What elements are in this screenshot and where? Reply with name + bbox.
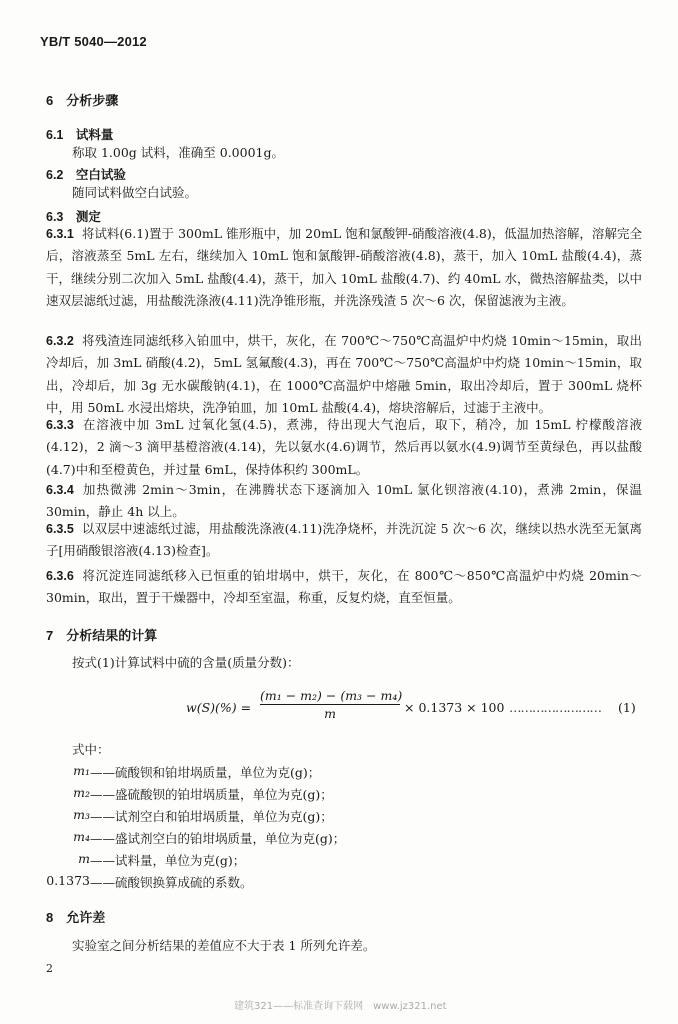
formula-numerator: (m₁ − m₂) − (m₃ − m₄): [260, 688, 403, 703]
variable-symbol: 0.1373: [46, 873, 90, 888]
formula-intro-text: 按式(1)计算试料中硫的含量(质量分数)：: [72, 655, 300, 670]
formula-denominator: m: [324, 706, 336, 721]
paragraph-6-3-2: [46, 330, 642, 420]
sulfur-content-formula: [186, 688, 646, 728]
variable-symbol: m₂: [73, 785, 90, 800]
paragraph-6-3-1: [46, 223, 642, 313]
formula-fraction: [260, 688, 403, 721]
paragraph-6-3-3: [46, 414, 642, 481]
variable-description: ——硫酸钡换算成硫的系数。: [90, 875, 253, 890]
footer-watermark: 建筑321——标准查询下载网 www.jz321.net: [234, 1001, 447, 1012]
section-6-1-text: 称取 1.00g 试料，准确至 0.0001g。: [72, 145, 284, 160]
clause-number: 6.3.1: [46, 227, 74, 241]
clause-number: 6.3.5: [46, 522, 74, 536]
variable-description: ——试料量，单位为克(g)；: [90, 853, 246, 868]
paragraph-6-3-6: [46, 565, 642, 610]
clause-number: 6.3.6: [46, 569, 74, 583]
section-8-text: 实验室之间分析结果的差值应不大于表 1 所列允许差。: [72, 938, 376, 953]
paragraph-text: 将试料(6.1)置于 300mL 锥形瓶中，加 20mL 饱和氯酸钾-硝酸溶液(4.8)，低温加热溶解，溶解完全后，溶液蒸至 5mL 左右，继续加入 10mL 饱和氯酸钾-硝酸溶液(4.8)，蒸干，加入 10mL 盐酸(4.4)，蒸干，继续分别二次加入 5mL 盐酸(4.4)，蒸干，加入 10mL 盐酸(4.7)、约 40mL 水，微热溶解盐类，以中速双层滤纸过滤，用盐酸洗涤液(4.11)洗净锥形瓶，并洗涤残渣 5 次～6 次，保留滤液为主液。: [46, 226, 642, 309]
variable-symbol: m₄: [73, 829, 90, 844]
paragraph-text: 将残渣连同滤纸移入铂皿中，烘干，灰化，在 700℃～750℃高温炉中灼烧 10min～15min，取出冷却后，加 3mL 硝酸(4.2)，5mL 氢氟酸(4.3)，再在 700℃～750℃高温炉中灼烧 10min～15min，取出，冷却后，加 3g 无水碳酸钠(4.1)，在 1000℃高温炉中熔融 5min，取出冷却后，置于 300mL 烧杯中，用 50mL 水浸出熔块，洗净铂皿，加 10mL 盐酸(4.4)，熔块溶解后，过滤于主液中。: [46, 333, 642, 416]
formula-leader-dots: ……………………: [509, 700, 601, 715]
variable-symbol: m₁: [73, 763, 90, 778]
paragraph-text: 以双层中速滤纸过滤，用盐酸洗涤液(4.11)洗净烧杯，并洗沉淀 5 次～6 次，继续以热水洗至无氯离子[用硝酸银溶液(4.13)检查]。: [46, 521, 642, 559]
paragraph-6-3-5: [46, 518, 642, 563]
where-label: 式中：: [72, 742, 110, 757]
section-8-heading: 8 允许差: [46, 910, 106, 925]
variable-description: ——试剂空白和铂坩埚质量，单位为克(g)；: [90, 809, 333, 824]
section-6-3-heading: 6.3 测定: [46, 210, 101, 224]
paragraph-text: 加热微沸 2min～3min，在沸腾状态下逐滴加入 10mL 氯化钡溶液(4.10)，煮沸 2min，保温 30min，静止 4h 以上。: [46, 482, 642, 520]
formula-lhs: w(S)(%) =: [186, 700, 252, 715]
variable-symbol: m: [78, 851, 90, 866]
formula-tail: × 0.1373 × 100: [404, 700, 505, 715]
section-6-2-text: 随同试料做空白试验。: [72, 185, 198, 200]
page-number: 2: [46, 962, 53, 975]
equation-number: (1): [618, 700, 636, 715]
clause-number: 6.3.3: [46, 418, 74, 432]
clause-number: 6.3.2: [46, 334, 74, 348]
variable-symbol: m₃: [73, 807, 90, 822]
section-6-heading: 6 分析步骤: [46, 93, 119, 108]
variable-description: ——盛硫酸钡的铂坩埚质量，单位为克(g)；: [90, 787, 333, 802]
paragraph-text: 将沉淀连同滤纸移入已恒重的铂坩埚中，烘干，灰化，在 800℃～850℃高温炉中灼烧 20min～30min，取出，置于干燥器中，冷却至室温，称重，反复灼烧，直至恒量。: [46, 568, 642, 606]
variable-description: ——盛试剂空白的铂坩埚质量，单位为克(g)；: [90, 831, 346, 846]
section-7-heading: 7 分析结果的计算: [46, 628, 158, 643]
standard-code-header: YB/T 5040—2012: [40, 34, 147, 49]
variable-description: ——硫酸钡和铂坩埚质量，单位为克(g)；: [90, 765, 321, 780]
section-6-1-heading: 6.1 试料量: [46, 128, 114, 142]
section-6-2-heading: 6.2 空白试验: [46, 168, 126, 182]
clause-number: 6.3.4: [46, 483, 74, 497]
paragraph-text: 在溶液中加 3mL 过氧化氢(4.5)，煮沸，待出现大气泡后，取下，稍冷，加 15mL 柠檬酸溶液(4.12)，2 滴～3 滴甲基橙溶液(4.14)，先以氨水(4.6)调节，然后再以氨水(4.9)调节至黄绿色，再以盐酸(4.7)中和至橙黄色，并过量 6mL，保持体积约 300mL。: [46, 417, 642, 477]
